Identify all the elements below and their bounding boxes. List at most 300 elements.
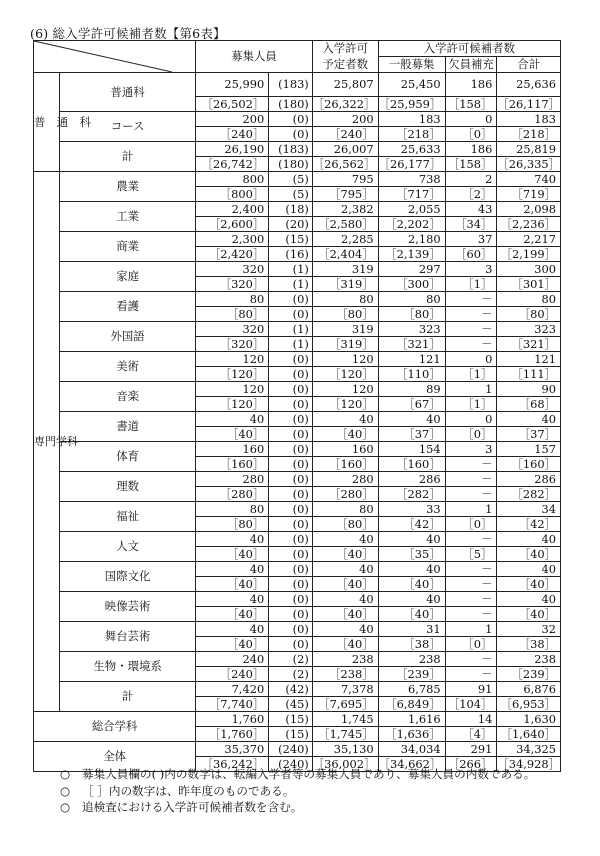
cell-vacancy-prev: － xyxy=(445,307,497,322)
cell-vacancy-prev: ［0］ xyxy=(445,427,497,442)
cell-vacancy: 2 xyxy=(445,172,497,187)
cell-total: 2,098 xyxy=(497,202,561,217)
row-label: 福祉 xyxy=(59,502,195,532)
cell-general-prev: ［35］ xyxy=(378,547,445,562)
cell-total-prev: ［301］ xyxy=(497,277,561,292)
cell-transfer-prev: (0) xyxy=(269,547,313,562)
cell-general: 40 xyxy=(378,562,445,577)
table-row xyxy=(34,412,561,427)
cell-planned-prev: ［1,745］ xyxy=(312,727,378,742)
section-label-futsu: 普 通 科 xyxy=(34,73,60,172)
cell-recruit: 40 xyxy=(196,562,269,577)
cell-vacancy-prev: － xyxy=(445,487,497,502)
row-label: 計 xyxy=(59,142,195,172)
cell-transfer-prev: (240) xyxy=(269,757,313,772)
cell-planned: 35,130 xyxy=(312,742,378,757)
cell-transfer-prev: (2) xyxy=(269,667,313,682)
cell-vacancy: 0 xyxy=(445,352,497,367)
table-row xyxy=(34,532,561,547)
cell-planned: 80 xyxy=(312,502,378,517)
table-row xyxy=(34,202,561,217)
cell-recruit-prev: ［40］ xyxy=(196,637,269,652)
cell-total-prev: ［6,953］ xyxy=(497,697,561,712)
cell-planned-prev: ［40］ xyxy=(312,607,378,622)
cell-planned: 26,007 xyxy=(312,142,378,157)
cell-recruit-prev: ［240］ xyxy=(196,667,269,682)
cell-total-prev: ［239］ xyxy=(497,667,561,682)
cell-total: 323 xyxy=(497,322,561,337)
cell-recruit-prev: ［40］ xyxy=(196,547,269,562)
cell-vacancy-prev: － xyxy=(445,577,497,592)
cell-total-prev: ［321］ xyxy=(497,337,561,352)
row-label: 外国語 xyxy=(59,322,195,352)
notes xyxy=(60,766,535,816)
cell-total: 34,325 xyxy=(497,742,561,757)
cell-total-prev: ［2,236］ xyxy=(497,217,561,232)
cell-general-prev: ［2,139］ xyxy=(378,247,445,262)
cell-total: 238 xyxy=(497,652,561,667)
cell-total-prev: ［26,335］ xyxy=(497,156,561,171)
cell-vacancy-prev: ［34］ xyxy=(445,217,497,232)
row-label: 工業 xyxy=(59,202,195,232)
row-label: 舞台芸術 xyxy=(59,622,195,652)
cell-general: 89 xyxy=(378,382,445,397)
row-label: 書道 xyxy=(59,412,195,442)
cell-planned-prev: ［240］ xyxy=(312,127,378,142)
cell-transfer: (0) xyxy=(269,502,313,517)
cell-transfer-prev: (0) xyxy=(269,577,313,592)
table-row xyxy=(34,262,561,277)
cell-general: 40 xyxy=(378,412,445,427)
cell-recruit: 7,420 xyxy=(196,682,269,697)
cell-planned-prev: ［238］ xyxy=(312,667,378,682)
cell-general-prev: ［110］ xyxy=(378,367,445,382)
cell-general-prev: ［42］ xyxy=(378,517,445,532)
cell-transfer: (183) xyxy=(269,73,313,97)
cell-planned: 25,807 xyxy=(312,73,378,97)
cell-planned-prev: ［26,562］ xyxy=(312,157,378,172)
cell-recruit-prev: ［120］ xyxy=(196,367,269,382)
cell-transfer-prev: (15) xyxy=(269,727,313,742)
cell-vacancy: 0 xyxy=(445,412,497,427)
cell-general: 25,633 xyxy=(378,142,445,157)
cell-recruit: 120 xyxy=(196,352,269,367)
row-label: 映像芸術 xyxy=(59,592,195,622)
row-label: 人文 xyxy=(59,532,195,562)
cell-planned: 2,382 xyxy=(312,202,378,217)
cell-vacancy-prev: ［5］ xyxy=(445,547,497,562)
cell-planned: 795 xyxy=(312,172,378,187)
cell-general-prev: ［40］ xyxy=(378,607,445,622)
cell-recruit: 35,370 xyxy=(196,742,269,757)
note-mark: ○ xyxy=(60,783,71,798)
cell-transfer-prev: (0) xyxy=(269,637,313,652)
row-label: 生物・環境系 xyxy=(59,652,195,682)
cell-vacancy-prev: ［2］ xyxy=(445,187,497,202)
note-item xyxy=(60,799,535,816)
cell-recruit-prev: ［40］ xyxy=(196,427,269,442)
cell-transfer: (0) xyxy=(269,622,313,637)
cell-total-prev: ［218］ xyxy=(497,127,561,142)
row-label: 理数 xyxy=(59,472,195,502)
cell-general-prev: ［2,202］ xyxy=(378,217,445,232)
cell-total-prev: ［68］ xyxy=(497,397,561,412)
cell-total: 40 xyxy=(497,412,561,427)
cell-planned-prev: ［120］ xyxy=(312,397,378,412)
table-row xyxy=(34,442,561,457)
cell-transfer: (1) xyxy=(269,262,313,277)
cell-vacancy: 3 xyxy=(445,262,497,277)
cell-general: 31 xyxy=(378,622,445,637)
cell-total: 25,819 xyxy=(497,142,561,157)
cell-transfer-prev: (16) xyxy=(269,247,313,262)
cell-general-prev: ［40］ xyxy=(378,577,445,592)
table-row xyxy=(34,292,561,307)
table-row xyxy=(34,172,561,187)
cell-planned-prev: ［40］ xyxy=(312,547,378,562)
header-planned-2: 予定者数 xyxy=(312,57,378,73)
note-item xyxy=(60,766,535,783)
cell-planned: 40 xyxy=(312,562,378,577)
cell-transfer-prev: (0) xyxy=(269,427,313,442)
table-row xyxy=(34,322,561,337)
table-row xyxy=(34,472,561,487)
cell-recruit-prev: ［160］ xyxy=(196,457,269,472)
cell-vacancy-prev: ［1］ xyxy=(445,397,497,412)
cell-recruit: 2,400 xyxy=(196,202,269,217)
cell-planned-prev: ［26,322］ xyxy=(312,97,378,112)
cell-vacancy-prev: ［158］ xyxy=(445,157,497,172)
cell-recruit: 40 xyxy=(196,532,269,547)
cell-general-prev: ［717］ xyxy=(378,187,445,202)
cell-general: 33 xyxy=(378,502,445,517)
section-label-senmon: 専門学科 xyxy=(34,172,60,712)
cell-planned-prev: ［280］ xyxy=(312,487,378,502)
cell-general: 738 xyxy=(378,172,445,187)
cell-planned: 80 xyxy=(312,292,378,307)
cell-recruit: 80 xyxy=(196,502,269,517)
cell-recruit: 240 xyxy=(196,652,269,667)
cell-planned: 319 xyxy=(312,262,378,277)
cell-general: 34,034 xyxy=(378,742,445,757)
cell-transfer: (18) xyxy=(269,202,313,217)
cell-recruit-prev: ［40］ xyxy=(196,577,269,592)
cell-total-prev: ［111］ xyxy=(497,367,561,382)
cell-planned-prev: ［795］ xyxy=(312,187,378,202)
cell-vacancy-prev: ［104］ xyxy=(445,697,497,712)
row-label: 普通科 xyxy=(59,73,195,112)
cell-transfer-prev: (0) xyxy=(269,127,313,142)
cell-vacancy: 0 xyxy=(445,112,497,127)
cell-transfer: (0) xyxy=(269,472,313,487)
cell-planned-prev: ［40］ xyxy=(312,577,378,592)
header-planned-1: 入学許可 xyxy=(312,41,378,57)
cell-vacancy: － xyxy=(445,472,497,487)
cell-planned-prev: ［319］ xyxy=(312,277,378,292)
cell-recruit-prev: ［80］ xyxy=(196,517,269,532)
cell-transfer-prev: (45) xyxy=(269,697,313,712)
cell-recruit-prev: ［2,600］ xyxy=(196,217,269,232)
cell-vacancy-prev: ［1］ xyxy=(445,367,497,382)
cell-planned: 319 xyxy=(312,322,378,337)
cell-total-prev: ［719］ xyxy=(497,187,561,202)
table-row xyxy=(34,73,561,97)
cell-general: 238 xyxy=(378,652,445,667)
cell-recruit: 320 xyxy=(196,322,269,337)
cell-general-prev: ［34,662］ xyxy=(378,757,445,772)
cell-planned: 2,285 xyxy=(312,232,378,247)
cell-planned-prev: ［160］ xyxy=(312,457,378,472)
cell-general-prev: ［160］ xyxy=(378,457,445,472)
cell-vacancy: － xyxy=(445,562,497,577)
cell-general: 25,450 xyxy=(378,73,445,97)
cell-recruit-prev: ［7,740］ xyxy=(196,697,269,712)
cell-vacancy: － xyxy=(445,292,497,307)
cell-recruit: 1,760 xyxy=(196,712,269,727)
row-label: 農業 xyxy=(59,172,195,202)
cell-vacancy-prev: ［266］ xyxy=(445,757,497,772)
cell-general: 183 xyxy=(378,112,445,127)
cell-planned: 40 xyxy=(312,532,378,547)
cell-vacancy: 3 xyxy=(445,442,497,457)
cell-general-prev: ［6,849］ xyxy=(378,697,445,712)
cell-recruit: 200 xyxy=(196,112,269,127)
cell-transfer-prev: (0) xyxy=(269,517,313,532)
cell-transfer-prev: (20) xyxy=(269,217,313,232)
cell-transfer: (2) xyxy=(269,652,313,667)
row-label: 国際文化 xyxy=(59,562,195,592)
cell-total-prev: ［160］ xyxy=(497,457,561,472)
cell-recruit-prev: ［2,420］ xyxy=(196,247,269,262)
cell-general: 2,180 xyxy=(378,232,445,247)
cell-recruit: 160 xyxy=(196,442,269,457)
cell-planned-prev: ［2,580］ xyxy=(312,217,378,232)
table-row xyxy=(34,232,561,247)
cell-general-prev: ［38］ xyxy=(378,637,445,652)
cell-transfer: (0) xyxy=(269,532,313,547)
cell-total: 32 xyxy=(497,622,561,637)
cell-recruit-prev: ［1,760］ xyxy=(196,727,269,742)
cell-transfer-prev: (0) xyxy=(269,457,313,472)
cell-general-prev: ［300］ xyxy=(378,277,445,292)
cell-total: 121 xyxy=(497,352,561,367)
cell-general: 1,616 xyxy=(378,712,445,727)
note-mark: ○ xyxy=(60,767,71,781)
header-candidates: 入学許可候補者数 xyxy=(378,41,560,57)
cell-transfer: (240) xyxy=(269,742,313,757)
cell-planned-prev: ［36,002］ xyxy=(312,757,378,772)
cell-general-prev: ［25,959］ xyxy=(378,97,445,112)
cell-recruit: 25,990 xyxy=(196,73,269,97)
cell-planned: 160 xyxy=(312,442,378,457)
table-row xyxy=(34,622,561,637)
cell-transfer-prev: (1) xyxy=(269,277,313,292)
cell-general-prev: ［26,177］ xyxy=(378,157,445,172)
cell-total: 1,630 xyxy=(497,712,561,727)
cell-general: 6,785 xyxy=(378,682,445,697)
cell-transfer: (0) xyxy=(269,382,313,397)
cell-total: 40 xyxy=(497,592,561,607)
cell-total: 740 xyxy=(497,172,561,187)
cell-total-prev: ［80］ xyxy=(497,307,561,322)
note-text: 募集人員欄の( )内の数字は、転編入学者等の募集人員であり、募集人員の内数である。 xyxy=(82,767,536,781)
cell-recruit: 26,190 xyxy=(196,142,269,157)
cell-total-prev: ［40］ xyxy=(497,607,561,622)
cell-vacancy: 14 xyxy=(445,712,497,727)
cell-general-prev: ［321］ xyxy=(378,337,445,352)
cell-total: 6,876 xyxy=(497,682,561,697)
cell-planned-prev: ［40］ xyxy=(312,427,378,442)
cell-vacancy-prev: ［0］ xyxy=(445,517,497,532)
cell-total: 40 xyxy=(497,562,561,577)
cell-total: 34 xyxy=(497,502,561,517)
cell-recruit-prev: ［280］ xyxy=(196,487,269,502)
cell-general: 297 xyxy=(378,262,445,277)
cell-recruit: 320 xyxy=(196,262,269,277)
table-row xyxy=(34,712,561,727)
cell-recruit-prev: ［40］ xyxy=(196,607,269,622)
cell-recruit: 280 xyxy=(196,472,269,487)
cell-planned: 40 xyxy=(312,622,378,637)
cell-planned: 120 xyxy=(312,382,378,397)
row-label: 家庭 xyxy=(59,262,195,292)
cell-recruit: 2,300 xyxy=(196,232,269,247)
cell-recruit-prev: ［120］ xyxy=(196,397,269,412)
table-row xyxy=(34,652,561,667)
cell-planned: 7,378 xyxy=(312,682,378,697)
cell-transfer-prev: (0) xyxy=(269,307,313,322)
cell-recruit: 800 xyxy=(196,172,269,187)
cell-total-prev: ［2,199］ xyxy=(497,247,561,262)
cell-vacancy: － xyxy=(445,322,497,337)
cell-general-prev: ［1,636］ xyxy=(378,727,445,742)
cell-vacancy: 43 xyxy=(445,202,497,217)
cell-recruit-prev: ［320］ xyxy=(196,277,269,292)
cell-transfer: (1) xyxy=(269,322,313,337)
row-label: 体育 xyxy=(59,442,195,472)
note-item xyxy=(60,783,535,800)
table-title: (6) 総入学許可候補者数【第6表】 xyxy=(30,26,226,41)
cell-general: 121 xyxy=(378,352,445,367)
cell-planned: 238 xyxy=(312,652,378,667)
cell-recruit-prev: ［800］ xyxy=(196,187,269,202)
cell-general: 40 xyxy=(378,532,445,547)
cell-vacancy: 186 xyxy=(445,73,497,97)
row-label: 商業 xyxy=(59,232,195,262)
cell-vacancy-prev: － xyxy=(445,607,497,622)
cell-general: 40 xyxy=(378,592,445,607)
cell-transfer: (0) xyxy=(269,292,313,307)
cell-total-prev: ［1,640］ xyxy=(497,727,561,742)
cell-total: 40 xyxy=(497,532,561,547)
cell-vacancy: 1 xyxy=(445,382,497,397)
cell-transfer-prev: (180) xyxy=(269,157,313,172)
cell-planned: 280 xyxy=(312,472,378,487)
cell-recruit: 120 xyxy=(196,382,269,397)
cell-total: 183 xyxy=(497,112,561,127)
cell-total-prev: ［34,928］ xyxy=(497,756,561,771)
table-row xyxy=(34,352,561,367)
cell-vacancy: 1 xyxy=(445,502,497,517)
cell-total: 157 xyxy=(497,442,561,457)
cell-planned-prev: ［2,404］ xyxy=(312,247,378,262)
cell-planned: 120 xyxy=(312,352,378,367)
cell-vacancy: 1 xyxy=(445,622,497,637)
cell-total: 286 xyxy=(497,472,561,487)
cell-transfer: (15) xyxy=(269,232,313,247)
cell-general: 80 xyxy=(378,292,445,307)
cell-recruit-prev: ［320］ xyxy=(196,337,269,352)
cell-vacancy: 37 xyxy=(445,232,497,247)
table-row xyxy=(34,742,561,757)
cell-vacancy-prev: ［4］ xyxy=(445,727,497,742)
cell-vacancy-prev: － xyxy=(445,457,497,472)
cell-recruit: 40 xyxy=(196,622,269,637)
table-row xyxy=(34,562,561,577)
cell-total: 2,217 xyxy=(497,232,561,247)
row-label: コース xyxy=(59,112,195,142)
cell-planned: 200 xyxy=(312,112,378,127)
cell-vacancy-prev: ［158］ xyxy=(445,97,497,112)
cell-vacancy-prev: － xyxy=(445,337,497,352)
header-total: 合計 xyxy=(497,57,561,73)
cell-planned: 1,745 xyxy=(312,712,378,727)
note-text: ［ ］内の数字は、昨年度のものである。 xyxy=(82,783,295,798)
cell-transfer-prev: (5) xyxy=(269,187,313,202)
row-label: 総合学科 xyxy=(34,712,196,742)
cell-total: 90 xyxy=(497,382,561,397)
cell-recruit-prev: ［80］ xyxy=(196,307,269,322)
cell-recruit: 80 xyxy=(196,292,269,307)
cell-total-prev: ［40］ xyxy=(497,577,561,592)
cell-vacancy-prev: ［1］ xyxy=(445,277,497,292)
cell-total-prev: ［42］ xyxy=(497,517,561,532)
cell-transfer: (0) xyxy=(269,592,313,607)
row-label: 計 xyxy=(59,682,195,712)
cell-transfer-prev: (0) xyxy=(269,397,313,412)
table-row xyxy=(34,682,561,697)
cell-total-prev: ［40］ xyxy=(497,547,561,562)
table-row xyxy=(34,112,561,127)
header-vacancy: 欠員補充 xyxy=(445,57,497,73)
cell-general: 323 xyxy=(378,322,445,337)
cell-vacancy: 186 xyxy=(445,142,497,157)
cell-transfer: (5) xyxy=(269,172,313,187)
cell-recruit: 40 xyxy=(196,592,269,607)
cell-general-prev: ［37］ xyxy=(378,427,445,442)
cell-transfer-prev: (0) xyxy=(269,487,313,502)
cell-vacancy-prev: ［0］ xyxy=(445,127,497,142)
cell-planned-prev: ［40］ xyxy=(312,637,378,652)
cell-total: 300 xyxy=(497,262,561,277)
cell-total-prev: ［282］ xyxy=(497,487,561,502)
cell-general-prev: ［239］ xyxy=(378,667,445,682)
row-label: 美術 xyxy=(59,352,195,382)
row-label: 全体 xyxy=(34,742,196,772)
cell-transfer: (0) xyxy=(269,352,313,367)
cell-total: 25,636 xyxy=(497,73,561,97)
cell-recruit-prev: ［36,242］ xyxy=(196,757,269,772)
cell-transfer: (42) xyxy=(269,682,313,697)
cell-planned-prev: ［80］ xyxy=(312,517,378,532)
cell-transfer: (0) xyxy=(269,412,313,427)
cell-planned-prev: ［80］ xyxy=(312,307,378,322)
cell-planned-prev: ［319］ xyxy=(312,337,378,352)
cell-vacancy: － xyxy=(445,532,497,547)
cell-transfer: (0) xyxy=(269,562,313,577)
cell-total-prev: ［38］ xyxy=(497,637,561,652)
note-mark: ○ xyxy=(60,800,71,814)
